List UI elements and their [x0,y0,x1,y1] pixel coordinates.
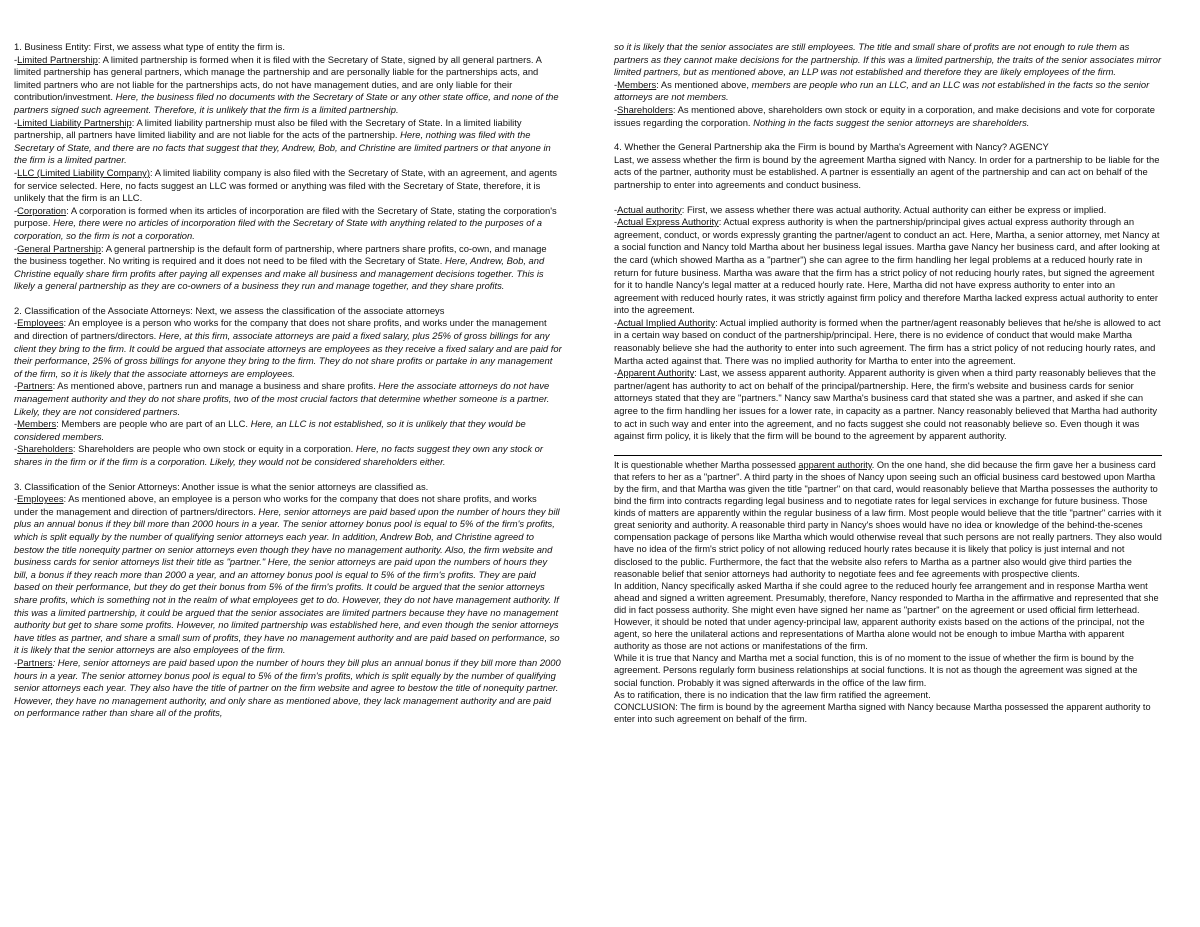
right-column [614,41,1162,725]
conclusion-paragraph: CONCLUSION: The firm is bound by the agreement Martha signed with Nancy because Martha possessed the apparent authority to enter into such agreement on behalf of the firm. [614,701,1151,724]
term-actual-authority: Actual authority [617,203,682,215]
term-llc: LLC (Limited Liability Company) [17,166,150,178]
paragraph-partners: -Partners: Here, senior attorneys are paid based upon the number of hours they bill plus an annual bonus if they bill more than 2000 hours in a year. The senior attorney bonus pool is equal to 5% of the firm's profits, which is split equally by the number of qualifying senior attorneys each year. They also have the title of partner on the firm website and agree to bestow the title of nonequity partner. However, they have no management authority, and only share as mentioned above, they lack management authority and are paid on performance rather than share all of the profits, [14,656,561,719]
paragraph-shareholders: -Shareholders: Shareholders are people who own stock or equity in a corporation. Here, no facts suggest they own any stock or shares in the firm or if the firm is a corporation. Likely, they would not be considered shareholders either. [14,443,543,467]
paragraph-corporation: -Corporation: A corporation is formed when its articles of incorporation are filed with the Secretary of State, stating the corporation's purpose. Here, there were no articles of incorporation filed with the Secretary of State with anything related to the purposes of a corporation, so the firm is not a corporation. [14,204,557,241]
paragraph-general-partnership: -General Partnership: A general partnership is the default form of partnership, where partners share profits, co-own, and manage the business together. No writing is required and it does not need to be filed with the Secretary of State. Here, Andrew, Bob, and Christine equally share firm profits after paying all expenses and make all business and management decisions together. This is likely a general partnership as they are co-owners of a business they run and manage together, and they share profits. [14,242,547,292]
paragraph-actual-authority: -Actual authority: First, we assess whether there was actual authority. Actual authority can either be express or implied. [614,203,1107,215]
term-llp: Limited Liability Partnership [17,116,132,128]
agency-intro: Last, we assess whether the firm is bound by the agreement Martha signed with Nancy. In order for a partnership to be liable for the acts of the partner, authority must be established. A partner is essentially an agent of the partnership and can act on behalf of the partnership to enter into agreements and conduct business. [614,153,1160,190]
analysis-paragraph-1: It is questionable whether Martha possessed apparent authority. On the one hand, she did because the firm gave her a business card that refers to her as a "partner". A third party in the shoes of Nancy upon seeing such an official business card bestowed upon Martha by the firm, and that Martha was given the title "partner" on that card, would reasonably believe that Martha possesses the authority to bind the firm into contracts regarding legal business and to negotiate rates for legal services in exchange for future business. Those kinds of matters are apparently within the regular business of a law firm. Most people would believe that the title "partner" carries with it great seniority and authority. A reasonable third party in Nancy's shoes would have no idea or knowledge of the behind-the-scenes compensation package of persons like Martha which would otherwise reveal that such persons are not really partners. They also would have no idea of the firm's strict policy of not allowing reduced hourly rates because it is likely that policy is just internal and not disclosed to the public. Furthermore, the fact that the website also refers to Martha as a partner also would give third parties the reasonable belief that senior attorneys had authority to negotiate fees and fee agreements with prospective clients. [614,459,1162,579]
left-column [14,41,562,732]
section-heading: 4. Whether the General Partnership aka the Firm is bound by Martha's Agreement with Nancy? AGENCY [614,141,1049,153]
section-business-entity [14,41,562,293]
paragraph-apparent-authority: -Apparent Authority: Last, we assess apparent authority. Apparent authority is given when a third party reasonably believes that the partner/agent has authority to act on behalf of the principal/partnership. Here, the firm's website and business cards for senior attorneys stated that they are "partners." Nancy saw Martha's business card that stated she was a partner, and asked if she can agree to the firm handling her issues for a lower rate, in capacity as a partner. Nancy reasonably believed that Martha had authority to act in such way and enter into the agreement, and no facts suggest she could not reasonably believe so. Even though it was against firm policy, it is likely that the firm will be bound to the agreement by apparent authority. [614,367,1158,442]
section-heading: 3. Classification of the Senior Attorneys: Another issue is what the senior attorneys are classified as. [14,480,429,492]
paragraph-implied-authority: -Actual Implied Authority: Actual implied authority is formed when the partner/agent reasonably believes that he/she is allowed to act in a certain way based on conduct of the partnership/principal. Here, there is no evidence of conduct that would make Martha reasonably believe she had the authority to enter into such agreement. The firm has a strict policy of not reducing hourly rates, and Martha acted against that. There was no implied authority for Martha to enter into the agreement. [614,316,1161,366]
term-shareholders: Shareholders [617,103,673,115]
term-implied-authority: Actual Implied Authority [617,316,716,328]
term-shareholders: Shareholders [17,443,73,455]
continued-paragraph: so it is likely that the senior associates are still employees. The title and small share of profits are not enough to rule them as partners as they cannot make decisions for the partnership. If this was a limited partnership, the traits of the senior associates mirror limited partners, but as mentioned above, an LLP was not established and therefore they are likely employees of the firm. [614,41,1162,78]
term-general-partnership: General Partnership [17,242,102,254]
section-heading: 2. Classification of the Associate Attorneys: Next, we assess the classification of the associate attorneys [14,304,445,316]
term-apparent-authority: Apparent Authority [617,367,695,379]
section-associate-attorneys [14,305,562,469]
term-partners: Partners [17,380,53,392]
paragraph-partners: -Partners: As mentioned above, partners run and manage a business and share profits. Here the associate attorneys do not have management authority and they do not share profits, two of the most crucial factors that determine whether someone is a partner. Likely, they are not considered partners. [14,380,550,417]
ratification-paragraph: As to ratification, there is no indication that the law firm ratified the agreement. [614,689,931,700]
paragraph-llp: -Limited Liability Partnership: A limited liability partnership must also be filed with the Secretary of State. In a limited liability partnership, all partners have limited liability and are not liable for the acts of the partnership. Here, nothing was filed with the Secretary of State, and there are no facts that suggest that they, Andrew, Bob, and Christine are limited partners or that anyone in the firm is a limited partner. [14,116,551,166]
paragraph-llc: -LLC (Limited Liability Company): A limited liability company is also filed with the Secretary of State, with an agreement, and agents for service selected. Here, no facts suggest an LLC was formed or anything was filed with the Secretary of State, therefore, it is unlikely that the firm is an LLC. [14,166,557,204]
term-employees: Employees [17,493,64,505]
term-limited-partnership: Limited Partnership [17,53,98,65]
paragraph-limited-partnership: -Limited Partnership: A limited partnership is formed when it is filed with the Secretary of State, signed by all general partners. A limited partnership has general partners, which manage the partnership and are personally liable for the partnerships acts, and limited partners who are not liable for the partnerships acts, do not have management duties, and are only liable for their contribution/investment. Here, the business filed no documents with the Secretary of State or any other state office, and none of the partners signed such agreement. Therefore, it is unlikely that the firm is a limited partnership. [14,53,559,115]
paragraph-members: -Members: Members are people who are part of an LLC. Here, an LLC is not established, so it is unlikely that they would be considered members. [14,418,526,442]
paragraph-members: -Members: As mentioned above, members are people who run an LLC, and an LLC was not established in the facts so the senior attorneys are not members. [614,78,1150,103]
analysis-paragraph-2: In addition, Nancy specifically asked Martha if she could agree to the reduced hourly fee arrangement and in response Martha went ahead and signed a written agreement. Presumably, therefore, Nancy responded to Martha in the affirmative and represented that she did in fact possess authority. She might even have signed her name as "partner" on the agreement or used official firm letterhead. However, it should be noted that under agency-principal law, apparent authority exists based on the actions of the principal, not the agent, so here the unilateral actions and representations of Martha alone would not be enough to imbue Martha with apparent authority as those are not actions or manifestations of the firm. [614,580,1159,652]
term-apparent-authority: apparent authority [798,459,872,470]
paragraph-express-authority: -Actual Express Authority: Actual express authority is when the partnership/principal gives actual express authority through an agreement, conduct, or words expressly granting the partner/agent to conduct an act. Here, Martha, a senior attorney, met Nancy at a social function and Nancy told Martha about her business legal issues. Martha gave Nancy her business card, and after looking at the card (which showed Martha as a "partner") she can agree to the firm handling her legal problems at a reduced hourly rate in return for future business. Martha was aware that the firm has a strict policy of not reducing hourly rates, but signed the agreement for it to handle Nancy's legal matter at a reduced hourly rate. Here, Martha did not have express authority to enter into an agreement with reduced hourly rates, it was strictly against firm policy and therefore Martha lacked express actual authority to enter into the agreement. [614,216,1160,316]
term-corporation: Corporation [17,204,67,216]
term-express-authority: Actual Express Authority [617,216,719,228]
section-divider [614,455,1162,456]
section-senior-attorneys [14,481,562,720]
paragraph-shareholders: -Shareholders: As mentioned above, shareholders own stock or equity in a corporation, and make decisions and vote for corporate issues regarding the corporation. Nothing in the facts suggest the senior attorneys are shareholders. [614,103,1155,128]
term-members: Members [17,418,57,430]
paragraph-employees: -Employees: As mentioned above, an employee is a person who works for the company that does not share profits, and works under the management and direction of partners/directors. Here, senior attorneys are paid based upon the number of hours they bill plus an annual bonus if they bill more than 2000 hours in a year. The senior attorney bonus pool is equal to 5% of the firm's profits, which is split equally by the number of qualifying senior attorneys each year. In addition, Andrew Bob, and Christine agreed to bestow the title nonequity partner on senior attorneys even though they have no management authority. Also, the firm website and business cards for senior attorneys list their title as "partner." Here, the senior attorneys are paid upon the numbers of hours they bill, a bonus if they reach more than 2000 a year, and an attorney bonus pool is equal to 5% of the firm's profits. They are paid based on their performance, but they do get their bonus from 5% of the firm's profits. It could be argued that the senior attorneys share profits, which is something not in the realm of what employees get to do. However, they do not have management authority. If this was a limited partnership, it could be argued that the senior associates are limited partners because they have no management authority but get to share some profits. However, no limited partnership was established here, and even though the senior attorneys have titles as partner, and share a small sum of profits, they have no management authority and are paid based on performance, so it is likely that the senior attorneys are also employees of the firm. [14,493,560,656]
section-apparent-authority-analysis [614,459,1162,725]
paragraph-employees: -Employees: An employee is a person who works for the company that does not share profits, and works under the management and direction of partners/directors. Here, at this firm, associate attorneys are paid a fixed salary, plus 25% of gross billings for any client they bring to the firm. It could be argued that associate attorneys are employees as they receive a fixed salary and are paid for their performance, 25% of gross billings for anyone they bring to the firm. They do not share profits or partake in any management of the firm, so it is likely that the associate attorneys are employees. [14,317,562,379]
analysis-paragraph-3: While it is true that Nancy and Martha met a social function, this is of no moment to the issue of whether the firm is bound by the agreement. Persons regularly form business relationships at social functions. It is not as though the agreement was signed at the social function. Probably it was signed afterwards in the office of the law firm. [614,653,1138,688]
term-members: Members [617,78,657,90]
section-agency [614,141,1162,443]
section-heading: 1. Business Entity: First, we assess what type of entity the firm is. [14,41,285,52]
section-senior-attorneys-continued [614,41,1162,129]
term-employees: Employees [17,317,64,329]
term-partners: Partners [17,656,53,668]
